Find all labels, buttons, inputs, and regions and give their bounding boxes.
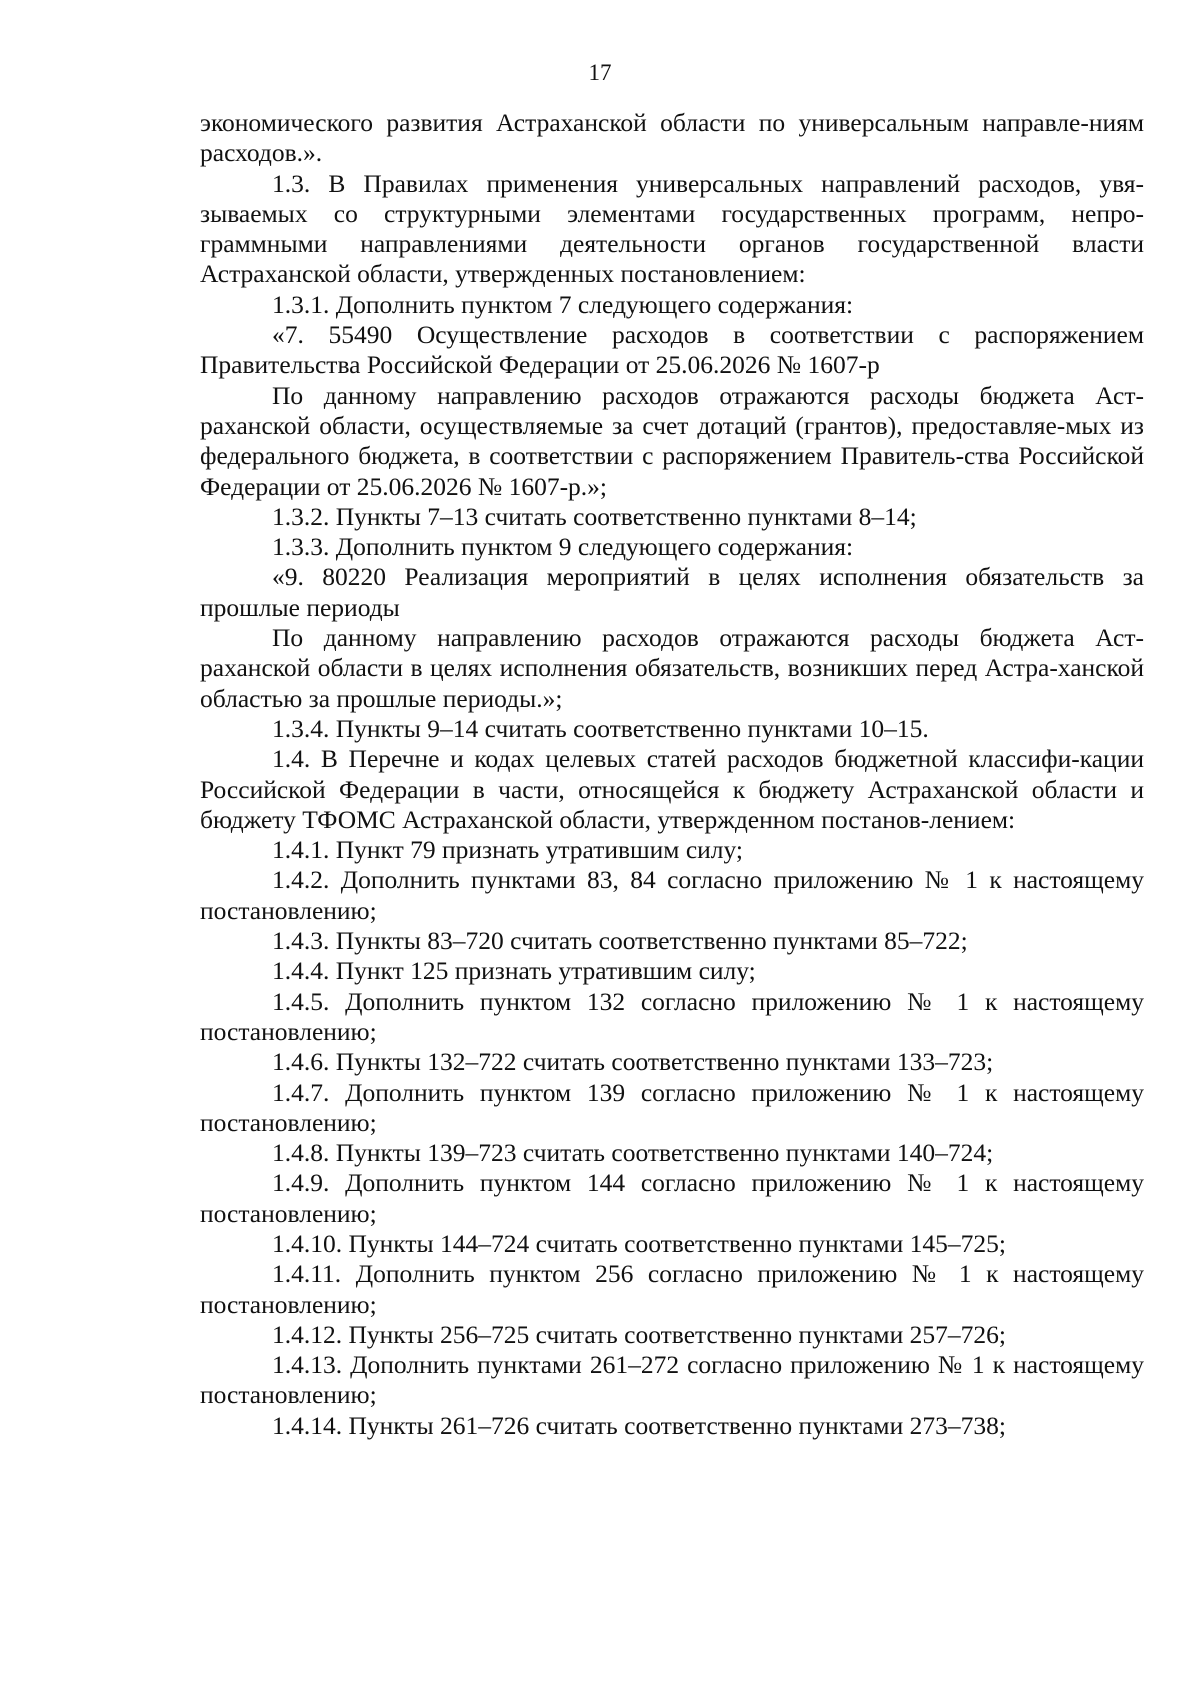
paragraph-1-3: 1.3. В Правилах применения универсальных направлений расходов, увя-зываемых со структурными элементами государственных программ, непро-граммными направлениями деятельности органов государственной власти Астраханской области, утвержденных постановлением: <box>200 168 1144 289</box>
quoted-item-7: «7. 55490 Осуществление расходов в соответствии с распоряжением Правительства Российской Федерации от 25.06.2026 № 1607-р <box>200 320 1144 380</box>
paragraph-1-3-3: 1.3.3. Дополнить пунктом 9 следующего содержания: <box>272 532 854 562</box>
document-body <box>200 108 1144 1441</box>
paragraph-1-4-10: 1.4.10. Пункты 144–724 считать соответственно пунктами 145–725; <box>272 1228 1006 1258</box>
quoted-item-7-description: По данному направлению расходов отражаются расходы бюджета Аст-раханской области, осуществляемые за счет дотаций (грантов), предоставляе-мых из федерального бюджета, в соответствии с распоряжением Правитель-ства Российской Федерации от 25.06.2026 № 1607-р.»; <box>200 380 1144 501</box>
paragraph-continuation: экономического развития Астраханской области по универсальным направле-ниям расходов.». <box>200 108 1144 168</box>
paragraph-1-4-3: 1.4.3. Пункты 83–720 считать соответственно пунктами 85–722; <box>272 926 968 956</box>
paragraph-1-4-14: 1.4.14. Пункты 261–726 считать соответственно пунктами 273–738; <box>272 1410 1006 1440</box>
paragraph-1-4-1: 1.4.1. Пункт 79 признать утратившим силу; <box>272 835 744 865</box>
paragraph-1-3-1: 1.3.1. Дополнить пунктом 7 следующего содержания: <box>272 289 854 319</box>
paragraph-1-4: 1.4. В Перечне и кодах целевых статей расходов бюджетной классифи-кации Российской Федерации в части, относящейся к бюджету Астраханской области и бюджету ТФОМС Астраханской области, утвержденном постанов-лением: <box>200 744 1144 834</box>
paragraph-1-3-2: 1.3.2. Пункты 7–13 считать соответственно пунктами 8–14; <box>272 501 917 531</box>
paragraph-1-4-8: 1.4.8. Пункты 139–723 считать соответственно пунктами 140–724; <box>272 1138 994 1168</box>
paragraph-1-4-9: 1.4.9. Дополнить пунктом 144 согласно приложению № 1 к настоящему постановлению; <box>200 1168 1144 1228</box>
paragraph-1-4-5: 1.4.5. Дополнить пунктом 132 согласно приложению № 1 к настоящему постановлению; <box>200 986 1144 1046</box>
paragraph-1-4-7: 1.4.7. Дополнить пунктом 139 согласно приложению № 1 к настоящему постановлению; <box>200 1077 1144 1137</box>
quoted-item-9-description: По данному направлению расходов отражаются расходы бюджета Аст-раханской области в целях исполнения обязательств, возникших перед Астра-ханской областью за прошлые периоды.»; <box>200 623 1144 713</box>
paragraph-1-4-2: 1.4.2. Дополнить пунктами 83, 84 согласно приложению № 1 к настоящему постановлению; <box>200 865 1144 925</box>
paragraph-1-4-12: 1.4.12. Пункты 256–725 считать соответственно пунктами 257–726; <box>272 1319 1006 1349</box>
quoted-item-9: «9. 80220 Реализация мероприятий в целях исполнения обязательств за прошлые периоды <box>200 562 1144 622</box>
paragraph-1-4-11: 1.4.11. Дополнить пунктом 256 согласно приложению № 1 к настоящему постановлению; <box>200 1259 1144 1319</box>
page-number: 17 <box>588 60 612 85</box>
paragraph-1-4-6: 1.4.6. Пункты 132–722 считать соответственно пунктами 133–723; <box>272 1047 994 1077</box>
paragraph-1-4-4: 1.4.4. Пункт 125 признать утратившим силу; <box>272 956 756 986</box>
paragraph-1-4-13: 1.4.13. Дополнить пунктами 261–272 согласно приложению № 1 к настоящему постановлению; <box>200 1350 1144 1410</box>
paragraph-1-3-4: 1.3.4. Пункты 9–14 считать соответственно пунктами 10–15. <box>272 713 929 743</box>
